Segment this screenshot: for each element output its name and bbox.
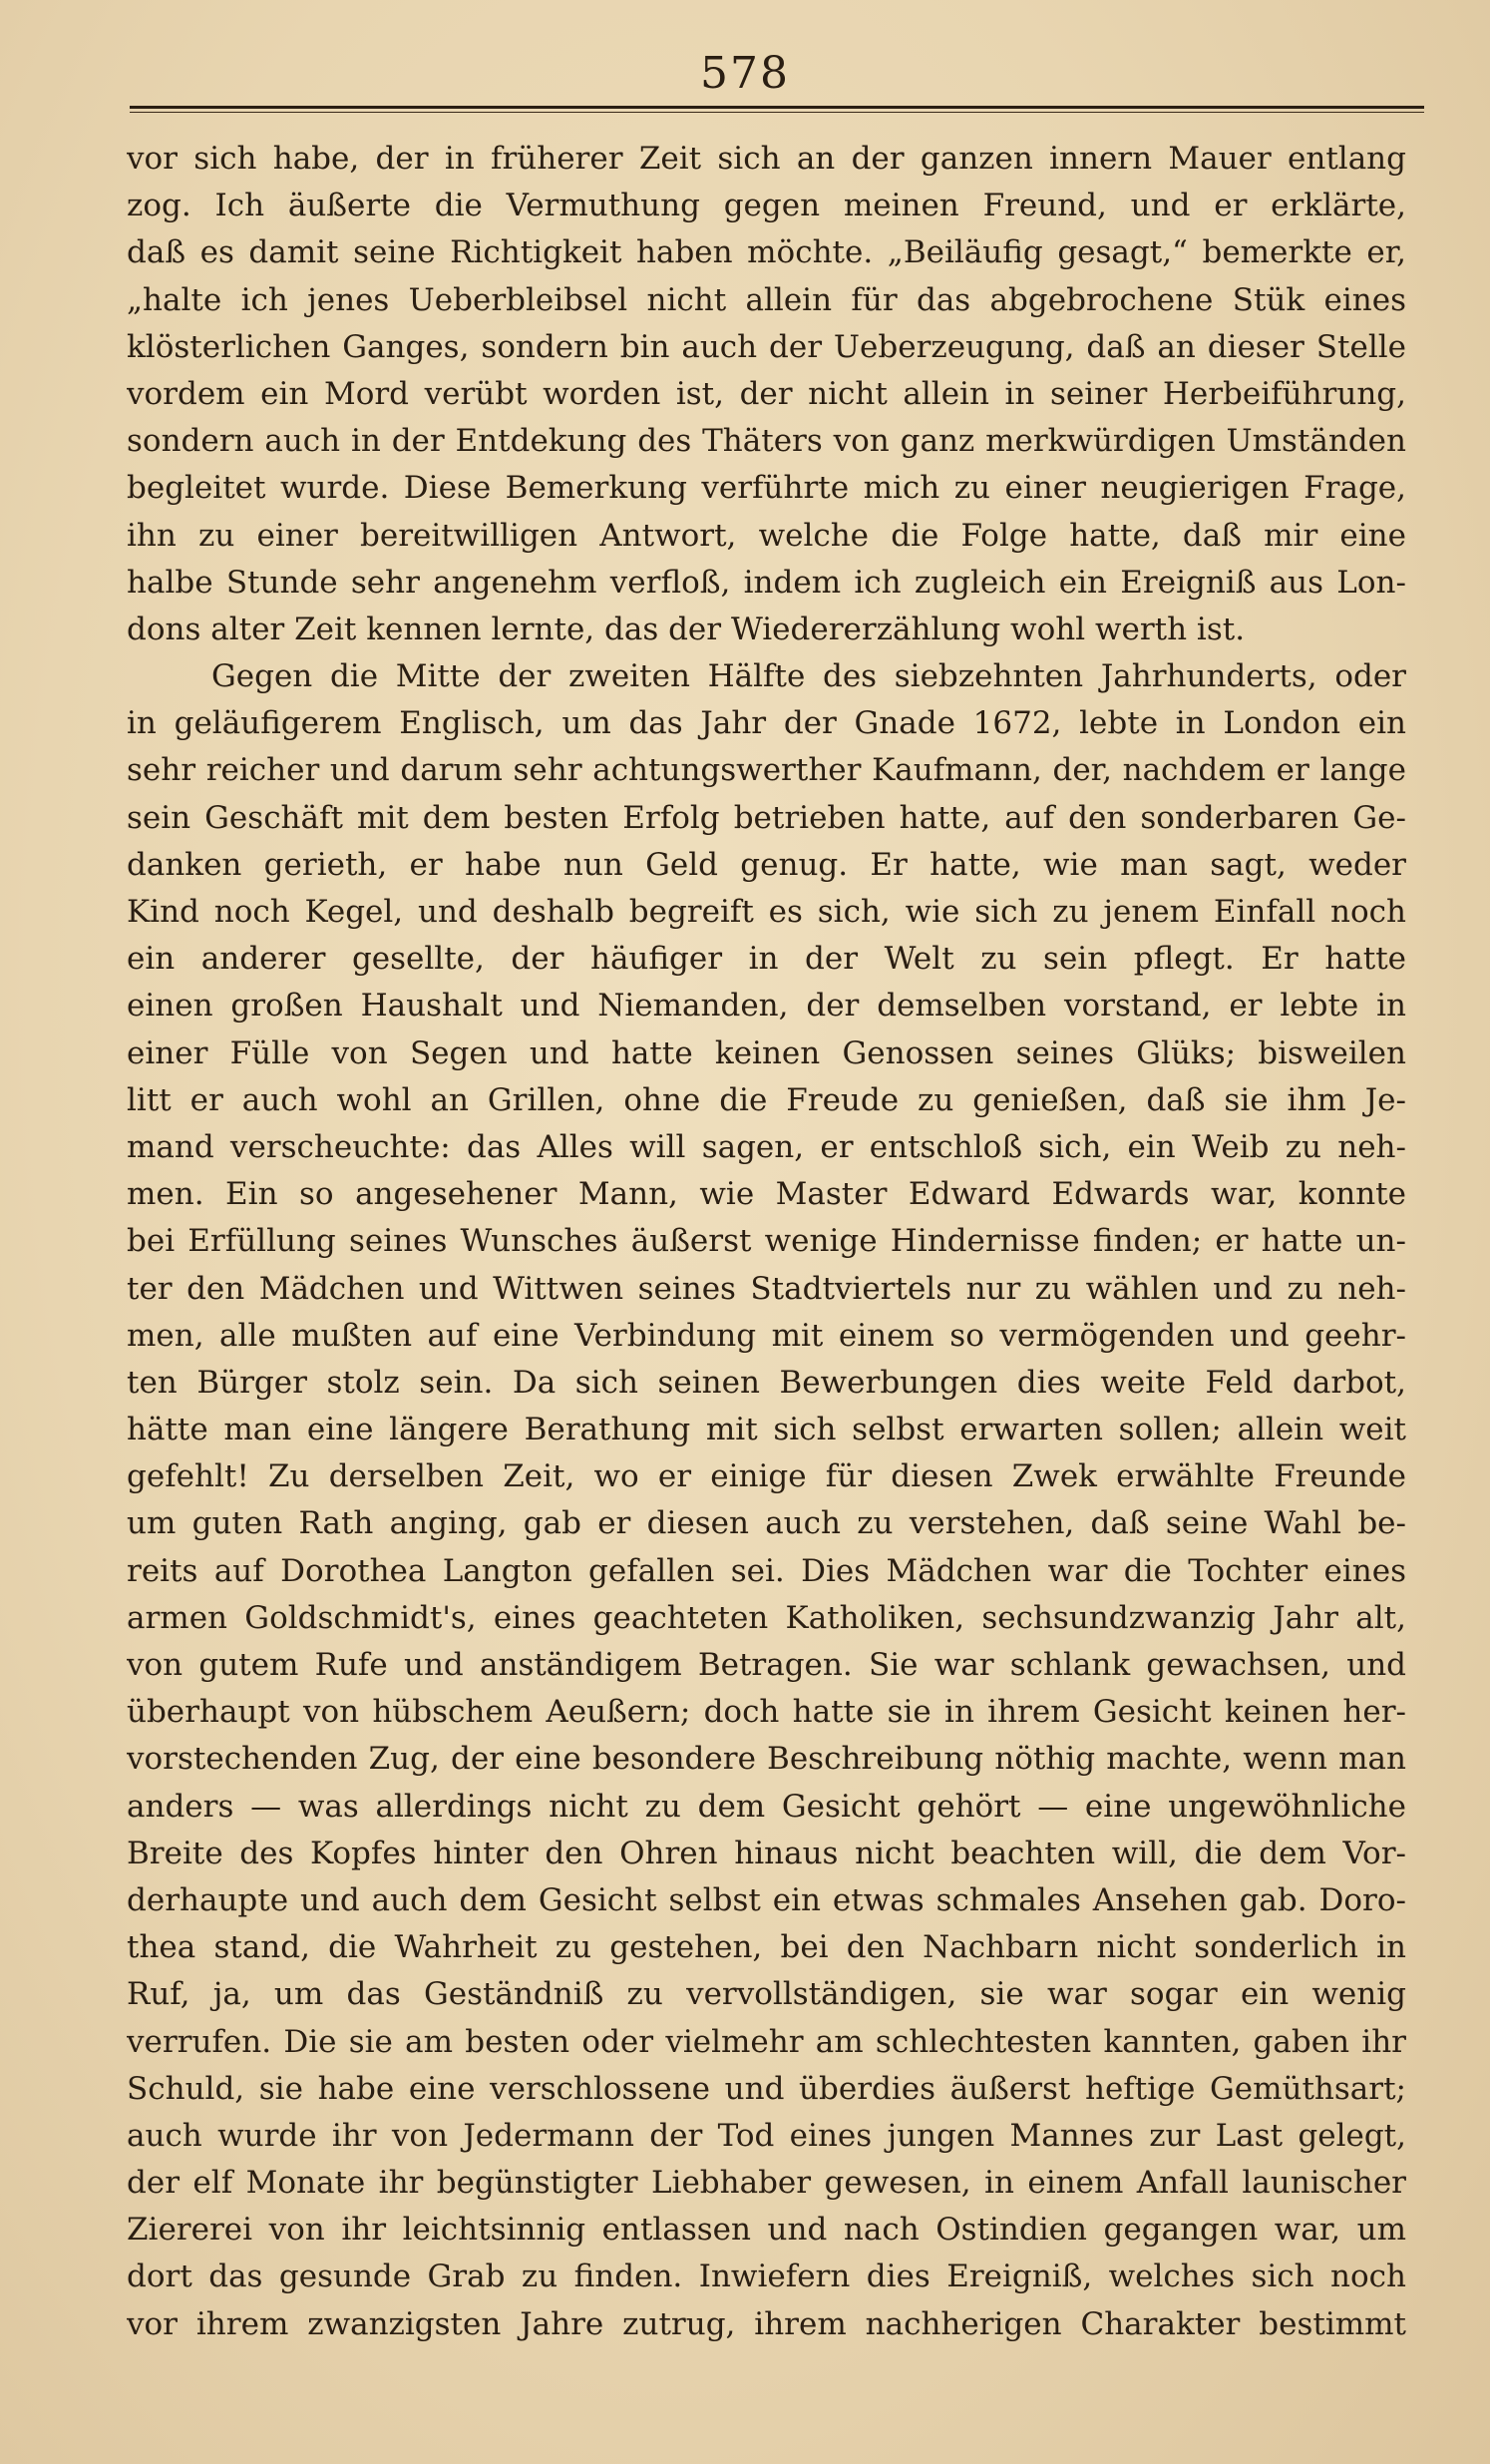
text-line: armen Goldschmidt's, eines geachteten Katholiken, sechsundzwanzig Jahr alt, [127,1599,1406,1636]
header-rule [130,106,1424,109]
text-line: vor ihrem zwanzigsten Jahre zutrug, ihrem nachherigen Charakter bestimmt [127,2305,1406,2342]
text-line: dort das gesunde Grab zu finden. Inwiefern dies Ereigniß, welches sich noch [127,2259,1406,2295]
text-line: in geläufigerem Englisch, um das Jahr der Gnade 1672, lebte in London ein [127,705,1406,742]
text-line: men. Ein so angesehener Mann, wie Master Edward Edwards war, konnte [127,1176,1406,1213]
text-line: dons alter Zeit kennen lernte, das der Wiedererzählung wohl werth ist. [127,611,1246,647]
text-line: reits auf Dorothea Langton gefallen sei. Dies Mädchen war die Tochter eines [127,1552,1406,1589]
text-line: zog. Ich äußerte die Vermuthung gegen meinen Freund, und er erklärte, [127,188,1406,224]
text-line: „halte ich jenes Ueberbleibsel nicht allein für das abgebrochene Stük eines [127,281,1406,318]
text-line: Ziererei von ihr leichtsinnig entlassen und nach Ostindien gegangen war, um [127,2212,1406,2249]
text-line: klösterlichen Ganges, sondern bin auch der Ueberzeugung, daß an dieser Stelle [127,328,1406,365]
text-line: thea stand, die Wahrheit zu gestehen, bei den Nachbarn nicht sonderlich in [127,1929,1406,1966]
text-line: litt er auch wohl an Grillen, ohne die Freude zu genießen, daß sie ihm Je- [127,1081,1406,1118]
text-line: vor sich habe, der in früherer Zeit sich an der ganzen innern Mauer entlang [127,141,1406,177]
text-line: der elf Monate ihr begünstigter Liebhaber gewesen, in einem Anfall launischer [127,2165,1406,2202]
text-line: einer Fülle von Segen und hatte keinen Genossen seines Glüks; bisweilen [127,1034,1406,1071]
text-line: Breite des Kopfes hinter den Ohren hinaus nicht beachten will, die dem Vor- [127,1835,1406,1871]
paragraph-start-line: Gegen die Mitte der zweiten Hälfte des siebzehnten Jahrhunderts, oder [211,658,1406,695]
text-line: gefehlt! Zu derselben Zeit, wo er einige für diesen Zwek erwählte Freunde [127,1458,1406,1495]
text-line: Schuld, sie habe eine verschlossene und überdies äußerst heftige Gemüthsart; [127,2070,1406,2107]
text-line: Kind noch Kegel, und deshalb begreift es sich, wie sich zu jenem Einfall noch [127,894,1406,930]
text-line: von gutem Rufe und anständigem Betragen. Sie war schlank gewachsen, und [127,1647,1406,1683]
text-line: anders — was allerdings nicht zu dem Gesicht gehört — eine ungewöhnliche [127,1788,1406,1825]
text-line: daß es damit seine Richtigkeit haben möchte. „Beiläufig gesagt,“ bemerkte er, [127,234,1406,271]
text-line: ihn zu einer bereitwilligen Antwort, welche die Folge hatte, daß mir eine [127,517,1406,554]
page-number: 578 [700,48,790,99]
text-line: ter den Mädchen und Wittwen seines Stadtviertels nur zu wählen und zu neh- [127,1270,1406,1307]
text-line: vordem ein Mord verübt worden ist, der nicht allein in seiner Herbeiführung, [127,375,1406,412]
text-line: ein anderer gesellte, der häufiger in der Welt zu sein pflegt. Er hatte [127,941,1406,978]
text-line: um guten Rath anging, gab er diesen auch zu verstehen, daß seine Wahl be- [127,1505,1406,1542]
text-line: vorstechenden Zug, der eine besondere Beschreibung nöthig machte, wenn man [127,1741,1406,1778]
text-line: Ruf, ja, um das Geständniß zu vervollständigen, sie war sogar ein wenig [127,1976,1406,2013]
text-line: derhaupte und auch dem Gesicht selbst ein etwas schmales Ansehen gab. Doro- [127,1881,1406,1918]
text-line: mand verscheuchte: das Alles will sagen, er entschloß sich, ein Weib zu neh- [127,1128,1406,1165]
text-line: men, alle mußten auf eine Verbindung mit einem so vermögenden und geehr- [127,1317,1406,1354]
text-line: verrufen. Die sie am besten oder vielmehr am schlechtesten kannten, gaben ihr [127,2023,1406,2060]
text-line: sehr reicher und darum sehr achtungswerther Kaufmann, der, nachdem er lange [127,752,1406,789]
text-line: begleitet wurde. Diese Bemerkung verführte mich zu einer neugierigen Frage, [127,470,1406,507]
text-line: überhaupt von hübschem Aeußern; doch hatte sie in ihrem Gesicht keinen her- [127,1694,1406,1731]
text-line: sondern auch in der Entdekung des Thäters von ganz merkwürdigen Umständen [127,423,1406,460]
text-line: sein Geschäft mit dem besten Erfolg betrieben hatte, auf den sonderbaren Ge- [127,799,1406,836]
body-text [127,136,1406,2348]
text-line: bei Erfüllung seines Wunsches äußerst wenige Hindernisse finden; er hatte un- [127,1223,1406,1260]
text-line: auch wurde ihr von Jedermann der Tod eines jungen Mannes zur Last gelegt, [127,2117,1406,2154]
text-line: danken gerieth, er habe nun Geld genug. Er hatte, wie man sagt, weder [127,846,1406,883]
header-rule-thin [130,112,1424,113]
text-line: ten Bürger stolz sein. Da sich seinen Bewerbungen dies weite Feld darbot, [127,1364,1406,1401]
text-line: halbe Stunde sehr angenehm verfloß, indem ich zugleich ein Ereigniß aus Lon- [127,564,1406,601]
text-line: hätte man eine längere Berathung mit sich selbst erwarten sollen; allein weit [127,1412,1406,1448]
text-line: einen großen Haushalt und Niemanden, der demselben vorstand, er lebte in [127,988,1406,1025]
